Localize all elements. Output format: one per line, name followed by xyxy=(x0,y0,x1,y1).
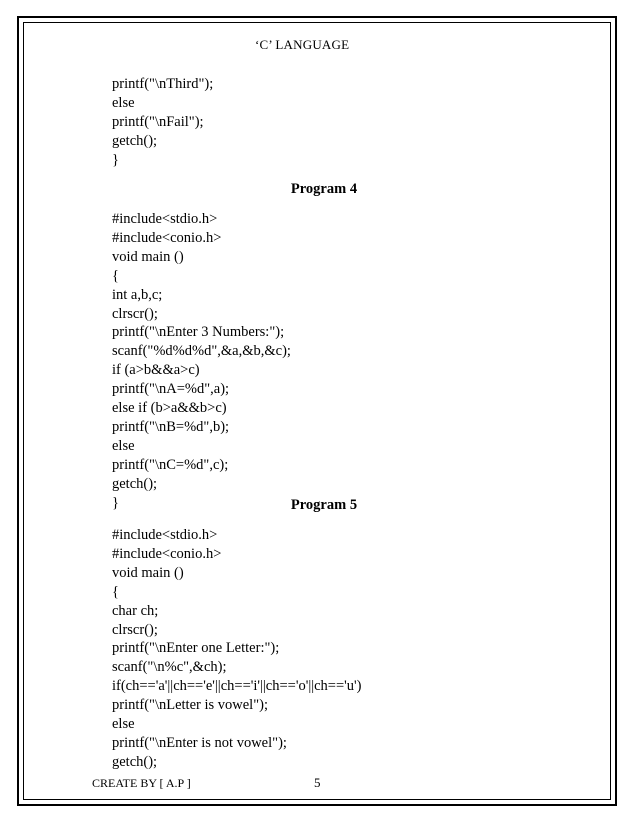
code-line: #include<stdio.h> xyxy=(112,527,218,543)
code-line: printf("\nThird"); xyxy=(112,76,214,92)
code-line: void main () xyxy=(112,564,184,581)
program-4-code xyxy=(112,210,291,513)
code-line: if(ch=='a'||ch=='e'||ch=='i'||ch=='o'||ch=='u') xyxy=(112,678,362,695)
code-line: else xyxy=(112,716,135,733)
code-line: char ch; xyxy=(112,602,159,619)
code-line: { xyxy=(112,583,119,600)
code-line: printf("\nEnter 3 Numbers:"); xyxy=(112,324,285,341)
code-line: else xyxy=(112,437,135,454)
code-line: scanf("%d%d%d",&a,&b,&c); xyxy=(112,343,291,360)
code-line: #include<conio.h> xyxy=(112,545,222,562)
code-line: clrscr(); xyxy=(112,621,158,638)
code-line: printf("\nEnter is not vowel"); xyxy=(112,734,287,751)
code-line: printf("\nC=%d",c); xyxy=(112,456,229,473)
program-5-heading: Program 5 xyxy=(290,497,358,513)
code-line: { xyxy=(112,267,119,284)
code-line: clrscr(); xyxy=(112,305,158,322)
code-line: printf("\nA=%d",a); xyxy=(112,381,230,398)
code-line: #include<stdio.h> xyxy=(112,211,218,227)
code-line: printf("\nB=%d",b); xyxy=(112,418,230,435)
program-4-heading: Program 4 xyxy=(290,181,358,197)
code-line: void main () xyxy=(112,248,184,265)
code-line: printf("\nEnter one Letter:"); xyxy=(112,640,280,657)
code-line: #include<conio.h> xyxy=(112,229,222,246)
code-line: if (a>b&&a>c) xyxy=(112,362,200,379)
code-line: } xyxy=(112,151,119,168)
code-line: int a,b,c; xyxy=(112,286,163,303)
code-line: printf("\nFail"); xyxy=(112,113,204,130)
code-line: } xyxy=(112,494,119,511)
code-line: scanf("\n%c",&ch); xyxy=(112,659,227,676)
code-line: getch(); xyxy=(112,475,158,492)
code-line: getch(); xyxy=(112,753,158,770)
page-number: 5 xyxy=(314,775,321,790)
code-block-continued xyxy=(112,75,213,170)
code-line: printf("\nLetter is vowel"); xyxy=(112,697,268,714)
program-5-code xyxy=(112,526,361,772)
page-header: ‘C’ LANGUAGE xyxy=(255,37,350,52)
code-line: else xyxy=(112,94,135,111)
footer-credit: CREATE BY [ A.P ] xyxy=(92,776,191,790)
code-line: else if (b>a&&b>c) xyxy=(112,400,227,417)
code-line: getch(); xyxy=(112,132,158,149)
